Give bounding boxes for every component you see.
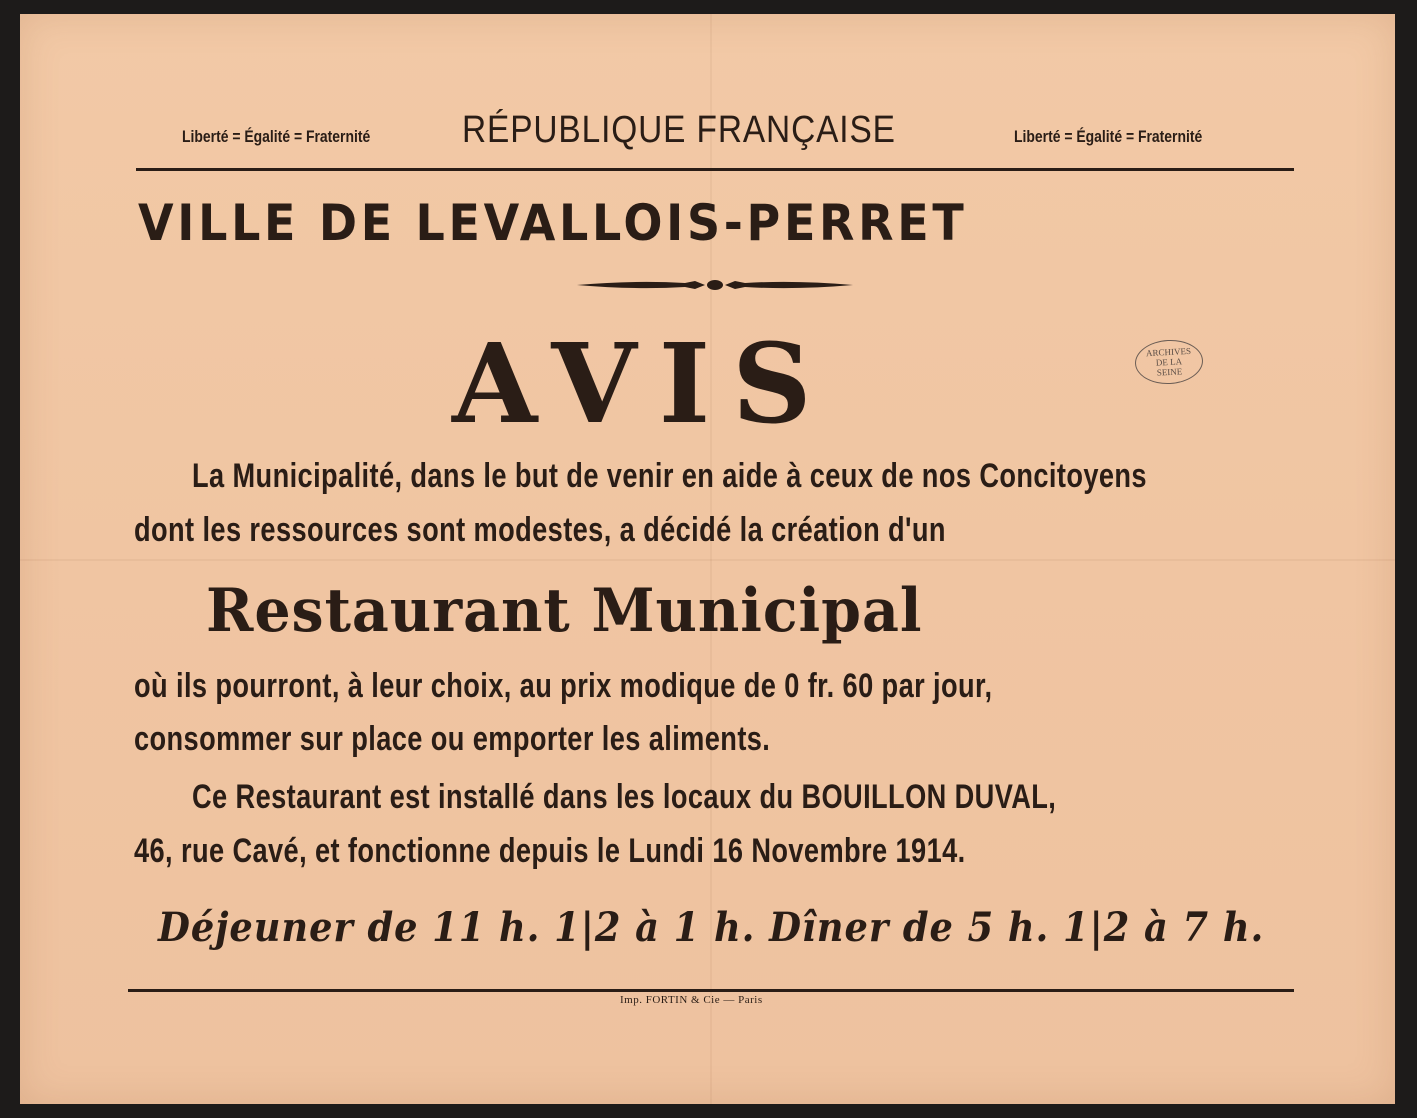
fold-crease-horizontal	[20, 559, 1395, 561]
poster	[20, 14, 1395, 1104]
meal-hours: Déjeuner de 11 h. 1|2 à 1 h. Dîner de 5 h. 1|2 à 7 h.	[158, 904, 1265, 951]
paragraph2-line2: consommer sur place ou emporter les aliments.	[134, 720, 771, 758]
stamp-line-2: DE LA	[1155, 356, 1183, 368]
republic-heading: RÉPUBLIQUE FRANÇAISE	[462, 109, 896, 151]
archive-stamp	[1134, 338, 1204, 385]
stamp-line-1: ARCHIVES	[1145, 345, 1192, 359]
ornament-divider	[575, 277, 855, 293]
printer-credit: Imp. FORTIN & Cie — Paris	[620, 994, 763, 1006]
paragraph3-line2: 46, rue Cavé, et fonctionne depuis le Lundi 16 Novembre 1914.	[134, 832, 966, 870]
stamp-line-3: SEINE	[1156, 366, 1183, 378]
paragraph1-line2: dont les ressources sont modestes, a décidé la création d'un	[134, 511, 946, 549]
header-rule	[136, 168, 1294, 171]
paragraph3-line1: Ce Restaurant est installé dans les locaux du BOUILLON DUVAL,	[192, 778, 1057, 816]
paragraph1-line1: La Municipalité, dans le but de venir en aide à ceux de nos Concitoyens	[192, 457, 1147, 495]
restaurant-headline: Restaurant Municipal	[206, 576, 923, 646]
avis-title: AVIS	[452, 319, 834, 448]
motto-right: Liberté = Égalité = Fraternité	[1014, 127, 1203, 146]
paragraph2-line1: où ils pourront, à leur choix, au prix modique de 0 fr. 60 par jour,	[134, 667, 993, 705]
city-heading: VILLE DE LEVALLOIS-PERRET	[138, 194, 968, 252]
motto-left: Liberté = Égalité = Fraternité	[182, 127, 371, 146]
footer-rule	[128, 989, 1294, 992]
